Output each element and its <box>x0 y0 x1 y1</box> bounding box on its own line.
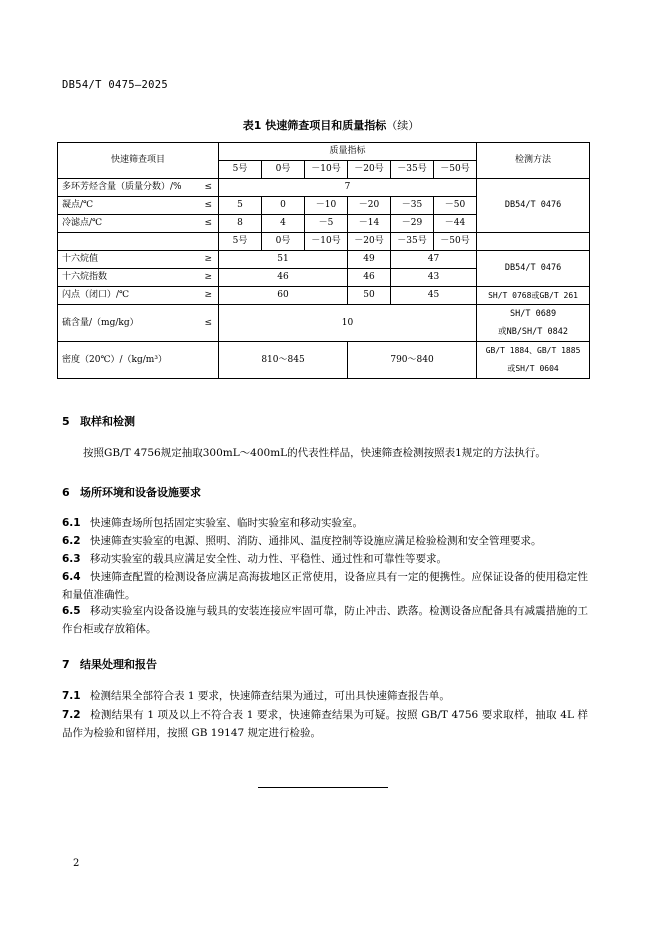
method-line: 或SH/T 0604 <box>507 364 559 373</box>
method-cell: SH/T 0768或GB/T 261 <box>477 287 590 305</box>
value-cell: 0 <box>262 197 305 215</box>
value-cell: 45 <box>391 287 477 305</box>
value-cell: －35 <box>391 197 434 215</box>
clause-number: 6.1 <box>62 517 81 529</box>
value-cell: －50 <box>434 197 477 215</box>
row-label-text: 多环芳烃含量（质量分数）/% <box>62 182 182 192</box>
clause-text: 快速筛查场所包括固定实验室、临时实验室和移动实验室。 <box>90 517 363 529</box>
row-label-text: 冷滤点/℃ <box>62 218 103 228</box>
method-line: GB/T 1884、GB/T 1885 <box>485 346 581 355</box>
page-number: 2 <box>73 858 80 869</box>
grade-cell: 0号 <box>262 161 305 179</box>
value-cell: 810～845 <box>219 342 348 379</box>
table-row <box>58 287 590 305</box>
section-5-paragraph: 按照GB/T 4756规定抽取300mL～400mL的代表性样品，快速筛查检测按照表1规定的方法执行。 <box>83 447 546 459</box>
row-label-symbol: ≤ <box>204 182 212 192</box>
row-label-symbol: ≥ <box>204 254 212 264</box>
section-7-heading <box>62 656 157 672</box>
value-cell: 51 <box>219 251 348 269</box>
clause-text: 快速筛查实验室的电源、照明、消防、通排风、温度控制等设施应满足检验检测和安全管理要求。 <box>90 535 542 547</box>
value-cell: 50 <box>348 287 391 305</box>
section-number: 5 <box>62 415 70 428</box>
row-label <box>58 287 219 305</box>
value-cell: 46 <box>219 269 348 287</box>
table-header-row <box>58 143 590 161</box>
clause-text: 检测结果全部符合表 1 要求，快速筛查结果为通过，可出具快速筛查报告单。 <box>90 690 450 702</box>
row-label <box>58 251 219 269</box>
grade-row <box>58 233 590 251</box>
clause-number: 7.2 <box>62 709 81 721</box>
clause-7-2 <box>62 706 588 742</box>
value-cell: －29 <box>391 215 434 233</box>
row-label <box>58 342 219 379</box>
end-of-document-rule <box>258 787 388 788</box>
value-cell: －44 <box>434 215 477 233</box>
clause-number: 6.5 <box>62 605 81 617</box>
row-label-symbol: ≥ <box>204 272 212 282</box>
method-cell <box>477 305 590 342</box>
clause-6-4 <box>62 568 588 604</box>
value-cell: 60 <box>219 287 348 305</box>
grade-cell: 0号 <box>262 233 305 251</box>
row-label-symbol: ≤ <box>204 200 212 210</box>
value-cell: 8 <box>219 215 262 233</box>
section-title: 场所环境和设备设施要求 <box>80 486 201 499</box>
value-cell: －20 <box>348 197 391 215</box>
document-code: DB54/T 0475—2025 <box>62 79 168 91</box>
quality-spec-table <box>57 142 590 379</box>
method-cell <box>477 342 590 379</box>
clause-6-3 <box>62 550 588 568</box>
row-label-text: 硫含量/（mg/kg） <box>62 317 139 328</box>
clause-text: 快速筛查配置的检测设备应满足高海拔地区正常使用，设备应具有一定的便携性。应保证设备的使用稳定性和量值准确性。 <box>62 571 588 601</box>
clause-6-5 <box>62 602 588 638</box>
method-cell: DB54/T 0476 <box>477 179 590 233</box>
row-label-symbol: ≤ <box>204 218 212 228</box>
grade-cell: －20号 <box>348 161 391 179</box>
header-quality: 质量指标 <box>219 143 477 161</box>
method-line: SH/T 0689 <box>510 309 557 319</box>
grade-cell: 5号 <box>219 233 262 251</box>
row-label-text: 密度（20℃）/（kg/m³） <box>62 354 167 365</box>
clause-text: 移动实验室的载具应满足安全性、动力性、平稳性、通过性和可靠性等要求。 <box>90 553 447 565</box>
value-cell: －10 <box>305 197 348 215</box>
table-row <box>58 342 590 379</box>
value-cell: －5 <box>305 215 348 233</box>
table-title <box>0 117 662 133</box>
row-label <box>58 269 219 287</box>
grade-cell: －50号 <box>434 233 477 251</box>
clause-number: 6.4 <box>62 571 81 583</box>
table-title-text: 表1 快速筛查项目和质量指标 <box>242 119 387 132</box>
grade-cell: －10号 <box>305 161 348 179</box>
header-item: 快速筛查项目 <box>58 143 219 179</box>
clause-6-2 <box>62 532 588 550</box>
section-title: 取样和检测 <box>80 415 135 428</box>
clause-number: 6.2 <box>62 535 81 547</box>
empty-cell <box>477 233 590 251</box>
value-cell: 43 <box>391 269 477 287</box>
row-label <box>58 197 219 215</box>
grade-cell: －10号 <box>305 233 348 251</box>
value-cell: 790～840 <box>348 342 477 379</box>
table-row <box>58 179 590 197</box>
value-cell: 5 <box>219 197 262 215</box>
section-title: 结果处理和报告 <box>80 658 157 671</box>
method-cell: DB54/T 0476 <box>477 251 590 287</box>
clause-number: 7.1 <box>62 690 81 702</box>
row-label-text: 十六烷指数 <box>62 272 108 282</box>
row-label <box>58 179 219 197</box>
clause-text: 移动实验室内设备设施与载具的安装连接应牢固可靠，防止冲击、跌落。检测设备应配备具有减震措施的工作台柜或存放箱体。 <box>62 605 588 635</box>
grade-cell: －20号 <box>348 233 391 251</box>
table-row <box>58 305 590 342</box>
table-title-continued: （续） <box>386 119 420 132</box>
row-label-text: 凝点/℃ <box>62 200 94 210</box>
grade-cell: －35号 <box>391 233 434 251</box>
clause-6-1 <box>62 514 588 532</box>
clause-number: 6.3 <box>62 553 81 565</box>
empty-cell <box>58 233 219 251</box>
header-method: 检测方法 <box>477 143 590 179</box>
section-5-heading <box>62 413 135 429</box>
section-6-heading <box>62 484 201 500</box>
value-cell: －14 <box>348 215 391 233</box>
table-row <box>58 251 590 269</box>
value-cell: 49 <box>348 251 391 269</box>
row-label-text: 闪点（闭口）/℃ <box>62 290 130 300</box>
value-cell: 10 <box>219 305 477 342</box>
row-label <box>58 215 219 233</box>
clause-7-1 <box>62 687 588 705</box>
row-label-symbol: ≤ <box>204 317 212 328</box>
section-number: 7 <box>62 658 70 671</box>
value-cell: 47 <box>391 251 477 269</box>
value-cell: 4 <box>262 215 305 233</box>
section-number: 6 <box>62 486 70 499</box>
grade-cell: 5号 <box>219 161 262 179</box>
row-label-symbol: ≥ <box>204 290 212 300</box>
clause-text: 检测结果有 1 项及以上不符合表 1 要求，快速筛查结果为可疑。按照 GB/T 4756 要求取样，抽取 4L 样品作为检验和留样用，按照 GB 19147 规定进行检验。 <box>62 709 588 739</box>
value-cell: 46 <box>348 269 391 287</box>
grade-cell: －50号 <box>434 161 477 179</box>
grade-cell: －35号 <box>391 161 434 179</box>
value-cell: 7 <box>219 179 477 197</box>
row-label <box>58 305 219 342</box>
method-line: 或NB/SH/T 0842 <box>498 327 568 337</box>
row-label-text: 十六烷值 <box>62 254 99 264</box>
